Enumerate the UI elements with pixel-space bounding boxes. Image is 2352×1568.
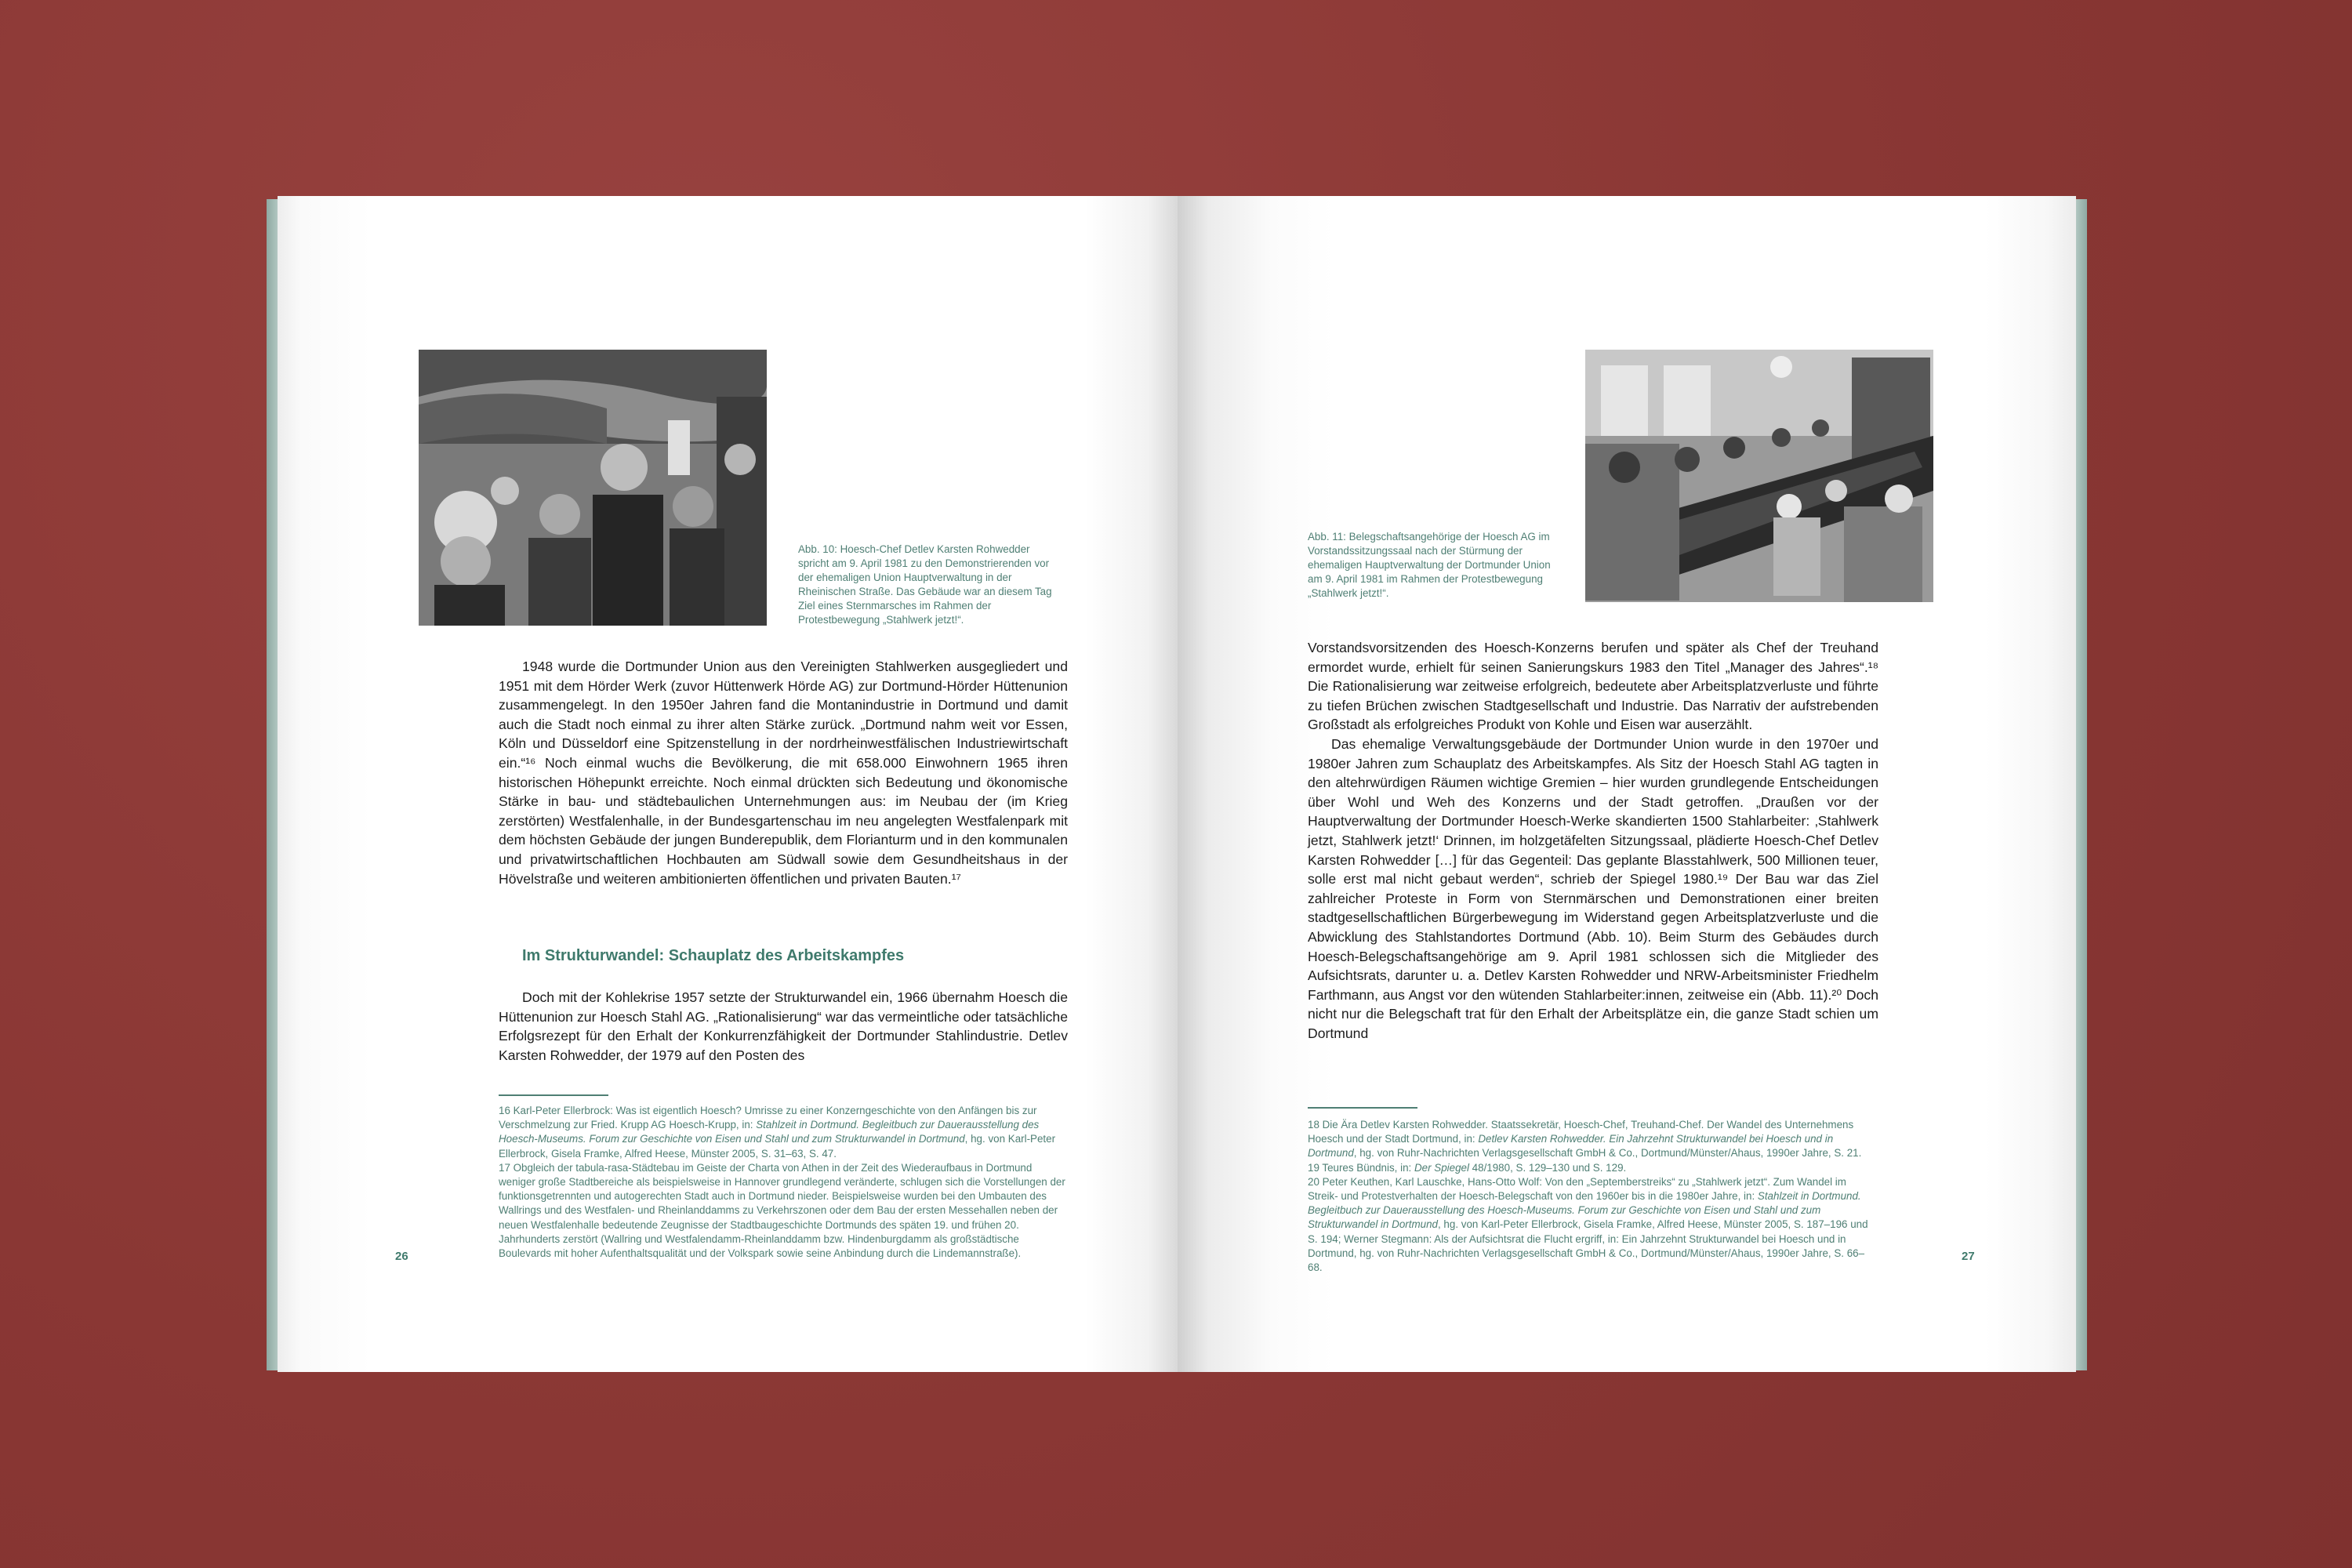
footnote-title: Stahlzeit in Dortmund. Begleitbuch zur Dauerausstellung des Hoesch-Museums. Forum zur Geschichte von Eisen und Stahl und zum Strukturwandel in Dortmund xyxy=(1308,1190,1861,1231)
open-book xyxy=(267,196,2087,1372)
footnote-text: , hg. von Ruhr-Nachrichten Verlagsgesellschaft GmbH & Co., Dortmund/Münster/Ahaus, 1990er Jahre, S. 21. xyxy=(1353,1147,1862,1160)
body-text-left-2 xyxy=(499,988,1068,1065)
body-text-left xyxy=(499,657,1068,888)
footnote-18 xyxy=(1308,1118,1878,1161)
page-number: 26 xyxy=(395,1250,408,1263)
footnote-title: Der Spiegel xyxy=(1414,1161,1469,1174)
paragraph: Das ehemalige Verwaltungsgebäude der Dortmunder Union wurde in den 1970er und 1980er Jahren zum Schauplatz des Arbeitskampfes. Als Sitz der Hoesch Stahl AG tagten in den altehrwürdigen Räumen wichtige Gremien – hier wurden grundlegende Entscheidungen über Wohl und Weh des Konzerns und der Stadt getroffen. „Draußen vor der Hauptverwaltung der Dortmunder Hoesch-Werke skandierten 1500 Stahlarbeiter: ‚Stahlwerk jetzt, Stahlwerk jetzt!‘ Drinnen, im holzgetäfelten Sitzungssaal, plädierte Hoesch-Chef Detlev Karsten Rohwedder […] für das Gegenteil: Das geplante Blasstahlwerk, 500 Millionen teuer, solle erst mal nicht gebaut werden“, schrieb der Spiegel 1980.¹⁹ Der Bau war das Ziel zahlreicher Proteste in Form von Sternmärschen und Demonstrationen einer breiten stadtgesellschaftlichen Bürgerbewegung im Widerstand gegen Arbeitsplatzverluste und die Abwicklung des Stahlstandortes Dortmund (Abb. 10). Beim Sturm des Gebäudes durch Hoesch-Belegschaftsangehörige am 9. April 1981 schlossen sich die Mitglieder des Aufsichtsrats, darunter u. a. Detlev Karsten Rohwedder und NRW-Arbeitsminister Friedhelm Farthmann, aus Angst vor den wütenden Stahlarbeiter:innen, zeitweise ein (Abb. 11).²⁰ Doch nicht nur die Belegschaft trat für den Erhalt der Arbeitsplätze ein, die ganze Stadt schien um Dortmund xyxy=(1308,735,1878,1041)
footnote-text: , hg. von Karl-Peter Ellerbrock, Gisela Framke, Alfred Heese, Münster 2005, S. 187–196 und S. 194; Werner Stegmann: Als der Aufsichtsrat die Flucht ergriff, in: Ein Jahrzehnt Strukturwandel bei Hoesch und in Dortmund, hg. von Ruhr-Nachrichten Verlagsgesellschaft GmbH & Co., Dortmund/Münster/Ahaus, 1990er Jahre, S. 66–68. xyxy=(1308,1218,1868,1274)
footnote-title: Detlev Karsten Rohwedder. Ein Jahrzehnt Strukturwandel bei Hoesch und in Dortmund xyxy=(1308,1133,1834,1160)
footnote-rule xyxy=(499,1094,608,1096)
body-text-right xyxy=(1308,638,1878,1043)
page-number: 27 xyxy=(1962,1250,1975,1263)
section-heading: Im Strukturwandel: Schauplatz des Arbeitskampfes xyxy=(522,947,905,964)
footnote-text: 16 Karl-Peter Ellerbrock: Was ist eigentlich Hoesch? Umrisse zu einer Konzerngeschichte von den Anfängen bis zur Verschmelzung zur Fried. Krupp AG Hoesch-Krupp, in: xyxy=(499,1105,1037,1131)
footnote-19 xyxy=(1308,1161,1878,1175)
black-and-white-boardroom-photo-icon xyxy=(1585,350,1933,602)
paragraph: 1948 wurde die Dortmunder Union aus den Vereinigten Stahlwerken ausgegliedert und 1951 mit dem Hörder Werk (zuvor Hüttenwerk Hörde AG) zur Dortmund-Hörder Hüttenunion zusammengelegt. In den 1950er Jahren fand die Montanindustrie in Dortmund und damit auch die Stadt noch einmal zu ihrer alten Stärke zurück. „Dortmund nahm weit vor Essen, Köln und Düsseldorf eine Spitzenstellung in der nordrheinwestfälischen Industriewirtschaft ein.“¹⁶ Noch einmal wuchs die Bevölkerung, die mit 658.000 Einwohnern 1965 ihren historischen Höhepunkt erreichte. Noch einmal drückten sich Bedeutung und ökonomische Stärke in bau- und städtebaulichen Unternehmungen aus: im Neubau der (im Krieg zerstörten) Westfalenhalle, in der Bundesgartenschau im neu angelegten Westfalenpark mit dem höchsten Gebäude der jungen Bunderepublik, dem Florianturm und in den kommunalen und privatwirtschaftlichen Hochbauten am Südwall sowie dem Gesundheitshaus in der Hövelstraße und weiteren ambitionierten öffentlichen und privaten Bauten.¹⁷ xyxy=(499,659,1068,887)
protest-photo xyxy=(419,350,767,626)
footnote-16 xyxy=(499,1104,1068,1161)
paragraph: Doch mit der Kohlekrise 1957 setzte der Strukturwandel ein, 1966 übernahm Hoesch die Hüttenunion zur Hoesch Stahl AG. „Rationalisierung“ war das vermeintliche oder tatsächliche Erfolgsrezept für den Erhalt der Konkurrenzfähigkeit der Dortmunder Stahlindustrie. Detlev Karsten Rohwedder, der 1979 auf den Posten des xyxy=(499,989,1068,1063)
black-and-white-protest-photo-icon xyxy=(419,350,767,626)
footnotes-right xyxy=(1308,1118,1878,1275)
footnote-text: , hg. von Karl-Peter Ellerbrock, Gisela Framke, Alfred Heese, Münster 2005, S. 31–63, S. 47. xyxy=(499,1133,1056,1160)
figure-caption-11: Abb. 11: Belegschaftsangehörige der Hoesch AG im Vorstandssitzungssaal nach der Stürmung der ehemaligen Hauptverwaltung der Dortmunder Union am 9. April 1981 im Rahmen der Protestbewegung „Stahlwerk jetzt!“. xyxy=(1308,531,1551,599)
footnote-20 xyxy=(1308,1175,1878,1275)
footnote-title: Stahlzeit in Dortmund. Begleitbuch zur Dauerausstellung des Hoesch-Museums. Forum zur Geschichte von Eisen und Stahl und zum Strukturwandel in Dortmund xyxy=(499,1119,1040,1145)
footnote-17: 17 Obgleich der tabula-rasa-Städtebau im Geiste der Charta von Athen in der Zeit des Wiederaufbaus in Dortmund weniger große Stadtbereiche als beispielsweise in Hannover grundlegend veränderte, schlugen sich die Vorstellungen der funktionsgetrennten und autogerechten Stadt auch in Dortmund nieder. Beispielsweise wurden bei den Umbauten des Wallrings und des Westfalen- und Rheinlanddamms zu Verkehrszonen oder dem Bau der ersten Messehallen neben der neuen Westfalenhalle bedeutende Zeugnisse der Stadtbaugeschichte Dortmunds des späten 19. und frühen 20. Jahrhunderts zerstört (Wallring und Westfalendamm-Rheinlanddamm bzw. Hindenburgdamm als großstädtische Boulevards mit hoher Aufenthaltsqualität und der Volkspark sowie seine Anbindung durch die Lindemannstraße). xyxy=(499,1161,1065,1260)
right-page xyxy=(1178,196,2076,1372)
footnote-rule xyxy=(1308,1107,1417,1109)
left-page xyxy=(278,196,1178,1372)
footnote-text: 19 Teures Bündnis, in: xyxy=(1308,1161,1414,1174)
footnote-text: 20 Peter Keuthen, Karl Lauschke, Hans-Otto Wolf: Von den „Septemberstreiks“ zu „Stahlwerk jetzt“. Zum Wandel im Streik- und Protestverhalten der Hoesch-Belegschaft von den 1960er bis in die 1980er Jahre, in: xyxy=(1308,1175,1846,1203)
footnote-text: 48/1980, S. 129–130 und S. 129. xyxy=(1468,1161,1627,1174)
figure-caption-10: Abb. 10: Hoesch-Chef Detlev Karsten Rohwedder spricht am 9. April 1981 zu den Demonstrierenden vor der ehemaligen Union Hauptverwaltung in der Rheinischen Straße. Das Gebäude war an diesem Tag Ziel eines Sternmarsches im Rahmen der Protestbewegung „Stahlwerk jetzt!“. xyxy=(798,543,1052,626)
footnotes-left xyxy=(499,1104,1068,1261)
boardroom-photo xyxy=(1585,350,1933,602)
footnote-text: 18 Die Ära Detlev Karsten Rohwedder. Staatssekretär, Hoesch-Chef, Treuhand-Chef. Der Wandel des Unternehmens Hoesch und der Stadt Dortmund, in: xyxy=(1308,1119,1854,1145)
paragraph: Vorstandsvorsitzenden des Hoesch-Konzerns berufen und später als Chef der Treuhand ermordet wurde, erhielt für seinen Sanierungskurs 1983 den Titel „Manager des Jahres“.¹⁸ Die Rationalisierung war zeitweise erfolgreich, bedeutete aber Arbeitsplatzverluste und führte zu tiefen Brüchen zwischen Stadtgesellschaft und Industrie. Das Narrativ der aufstrebenden Großstadt als erfolgreiches Produkt von Kohle und Eisen war auserzählt. xyxy=(1308,640,1878,733)
